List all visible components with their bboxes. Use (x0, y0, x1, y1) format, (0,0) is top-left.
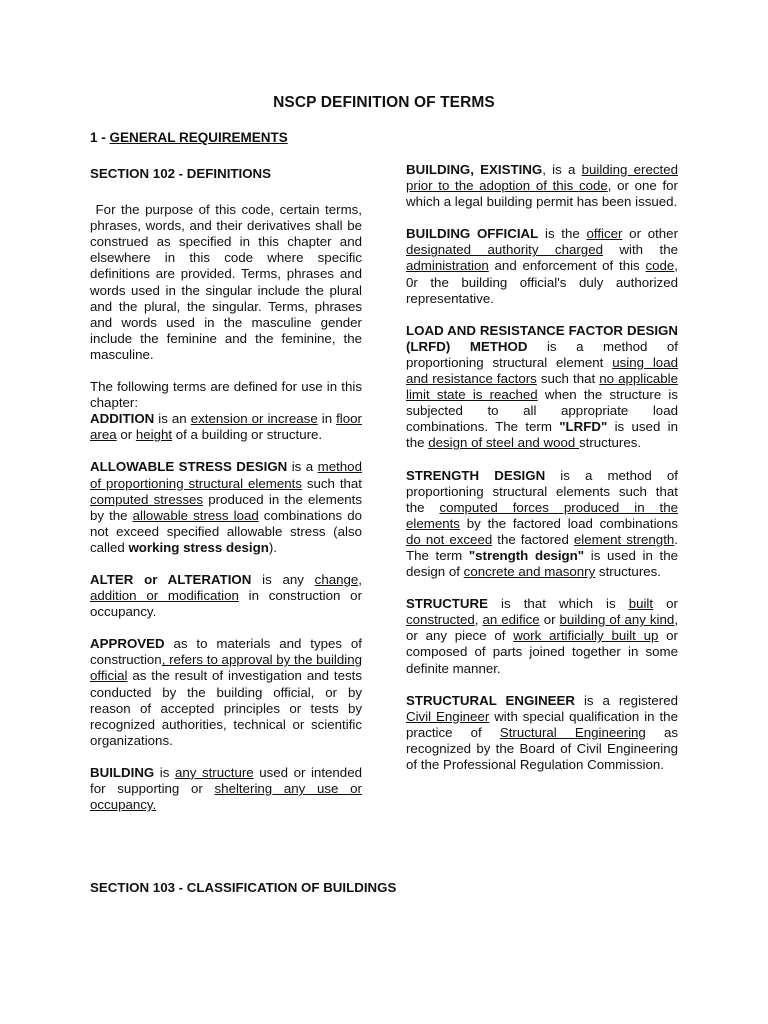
bold-phrase: working stress design (128, 539, 269, 555)
underlined-phrase: administration (406, 258, 489, 274)
definition-text: ). (268, 539, 277, 555)
underlined-phrase: do not exceed (406, 531, 493, 547)
underlined-phrase: design of steel and wood (428, 435, 579, 451)
underlined-phrase: any structure (174, 764, 254, 780)
definition-text: is a (287, 459, 318, 475)
definition-text: , or one for which a legal building permit has been issued. (406, 178, 678, 210)
term-building-existing: BUILDING, EXISTING (406, 162, 543, 177)
definition-text: as to materials and types of construction (90, 636, 362, 668)
underlined-phrase: building erected prior to the adoption of this code (406, 162, 678, 194)
definition-text: structures. (579, 435, 642, 451)
term-lrfd: LOAD AND RESISTANCE FACTOR DESIGN (LRFD) METHOD (406, 322, 678, 354)
underlined-phrase: an edifice (482, 612, 540, 628)
definition-text: or composed of parts joined together in some definite manner. (406, 628, 678, 676)
underlined-phrase: allowable stress load (132, 507, 259, 523)
underlined-phrase: officer (586, 226, 623, 242)
definition-text: as the result of investigation and tests conducted by the building official, or by reason of accepted principles or tests by recognized authorities, technical or scientific organizations. (90, 668, 362, 748)
term-addition: ADDITION (90, 411, 155, 427)
section-102-heading: SECTION 102 - DEFINITIONS (90, 166, 272, 181)
definition-text: , 0r the building official's duly authorized representative. (406, 258, 678, 306)
definition-text: such that (536, 371, 600, 387)
underlined-phrase: designated authority charged (406, 242, 603, 258)
definition-text: , (474, 612, 483, 628)
definition-text: by the factored load combinations (459, 515, 678, 531)
underlined-phrase: height (135, 427, 173, 443)
definition-text: with special qualification in the practice of (406, 708, 678, 740)
definition-text: used or intended for supporting or (90, 764, 362, 796)
term-approved: APPROVED (90, 636, 165, 652)
definition-text: when the structure is subjected to all appropriate load combinations. The term (406, 387, 678, 435)
definition-text: is (154, 764, 175, 780)
underlined-phrase: element strength (573, 531, 675, 547)
definition-text: or (653, 596, 678, 612)
underlined-phrase: no applicable limit state is reached (406, 371, 678, 403)
section-103-heading: SECTION 103 - CLASSIFICATION OF BUILDINGS (90, 880, 397, 895)
definition-text: or (116, 427, 136, 443)
definition-alter (90, 572, 362, 620)
underlined-phrase: building of any kind (559, 612, 675, 628)
right-column (406, 162, 678, 789)
chapter-title: GENERAL REQUIREMENTS (109, 130, 288, 145)
definition-text: is used in the design of (406, 547, 678, 580)
definition-addition (90, 379, 362, 443)
definition-allowable-stress-design (90, 459, 362, 556)
page-title: NSCP DEFINITION OF TERMS (273, 94, 495, 111)
underlined-phrase: Civil Engineer (406, 708, 490, 724)
definition-text: , is a (542, 162, 582, 177)
definition-text: and enforcement of this (488, 258, 646, 274)
definition-approved (90, 636, 362, 749)
definition-text: the factored (492, 531, 574, 547)
definition-structural-engineer (406, 693, 678, 773)
definition-text: in construction or occupancy. (90, 588, 362, 620)
underlined-phrase: computed forces produced in the elements (406, 499, 678, 531)
bold-phrase: "LRFD" (559, 419, 608, 435)
underlined-phrase: method of proportioning structural elements (90, 459, 362, 491)
definition-building-existing (406, 162, 678, 210)
definition-text: is an (154, 411, 191, 427)
term-alter: ALTER or ALTERATION (90, 571, 252, 587)
underlined-phrase: work artificially built up (513, 628, 659, 644)
definition-text: in (317, 411, 337, 427)
bold-phrase: "strength design" (468, 547, 585, 563)
chapter-number: 1 - (90, 130, 110, 145)
intro-paragraph: For the purpose of this code, certain terms, phrases, words, and their derivatives shall be construed as specified in this chapter and elsewhere in this code where specific definitions are provided. Terms, phrases and words used in the singular include the plural and the plural, the singular. Terms, phrases and words used in the masculine gender include the feminine and the feminine, the masculine. (90, 202, 366, 362)
definition-text: is used in the (406, 419, 679, 451)
definition-text: is any (251, 571, 315, 587)
underlined-phrase: , refers to approval by the building official (90, 652, 363, 684)
underlined-phrase: code (645, 258, 675, 274)
underlined-phrase: using load and resistance factors (406, 354, 678, 387)
underlined-phrase: change, addition or modification (90, 571, 362, 604)
definition-text: is that which is (488, 596, 629, 612)
definition-text: such that (301, 475, 363, 491)
term-building-official: BUILDING OFFICIAL (406, 226, 539, 242)
definition-text: is a registered (575, 692, 678, 708)
term-allowable-stress-design: ALLOWABLE STRESS DESIGN (90, 459, 288, 475)
definition-lrfd (406, 323, 678, 452)
definition-text: is the (538, 226, 587, 242)
underlined-phrase: floor area (90, 411, 362, 443)
definition-text: or other (622, 226, 679, 242)
definition-text: . The term (406, 531, 678, 563)
left-column (90, 166, 366, 829)
definition-text: or (539, 612, 560, 628)
definition-text: structures. (595, 564, 661, 580)
underlined-phrase: Structural Engineering (499, 724, 646, 740)
definition-text: as recognized by the Board of Civil Engineering of the Professional Regulation Commission. (406, 724, 678, 772)
definition-text: , or any piece of (406, 612, 679, 644)
term-structural-engineer: STRUCTURAL ENGINEER (406, 692, 576, 708)
definition-structure (406, 596, 678, 676)
definition-strength-design (406, 468, 678, 581)
definition-text: produced in the elements by the (90, 491, 362, 523)
following-terms-text: The following terms are defined for use in this chapter: (90, 379, 362, 411)
definition-building-official (406, 226, 678, 306)
definition-text: is a method of proportioning structural elements such that the (406, 467, 678, 515)
term-strength-design: STRENGTH DESIGN (406, 467, 546, 483)
underlined-phrase: built (628, 596, 654, 612)
underlined-phrase: extension or increase (190, 411, 318, 427)
underlined-phrase: computed stresses (90, 491, 204, 507)
term-building: BUILDING (90, 764, 155, 780)
term-structure: STRUCTURE (406, 596, 488, 612)
underlined-phrase: constructed (406, 612, 475, 628)
definition-building (90, 765, 362, 813)
chapter-heading (90, 130, 288, 145)
underlined-phrase: sheltering any use or occupancy. (90, 781, 362, 813)
definition-text: of a building or structure. (172, 427, 323, 443)
underlined-phrase: concrete and masonry (463, 564, 596, 580)
definition-text: combinations do not exceed specified allowable stress (also called (90, 507, 362, 555)
definition-text: with the (602, 242, 678, 258)
definition-text: is a method of proportioning structural element (406, 338, 678, 370)
